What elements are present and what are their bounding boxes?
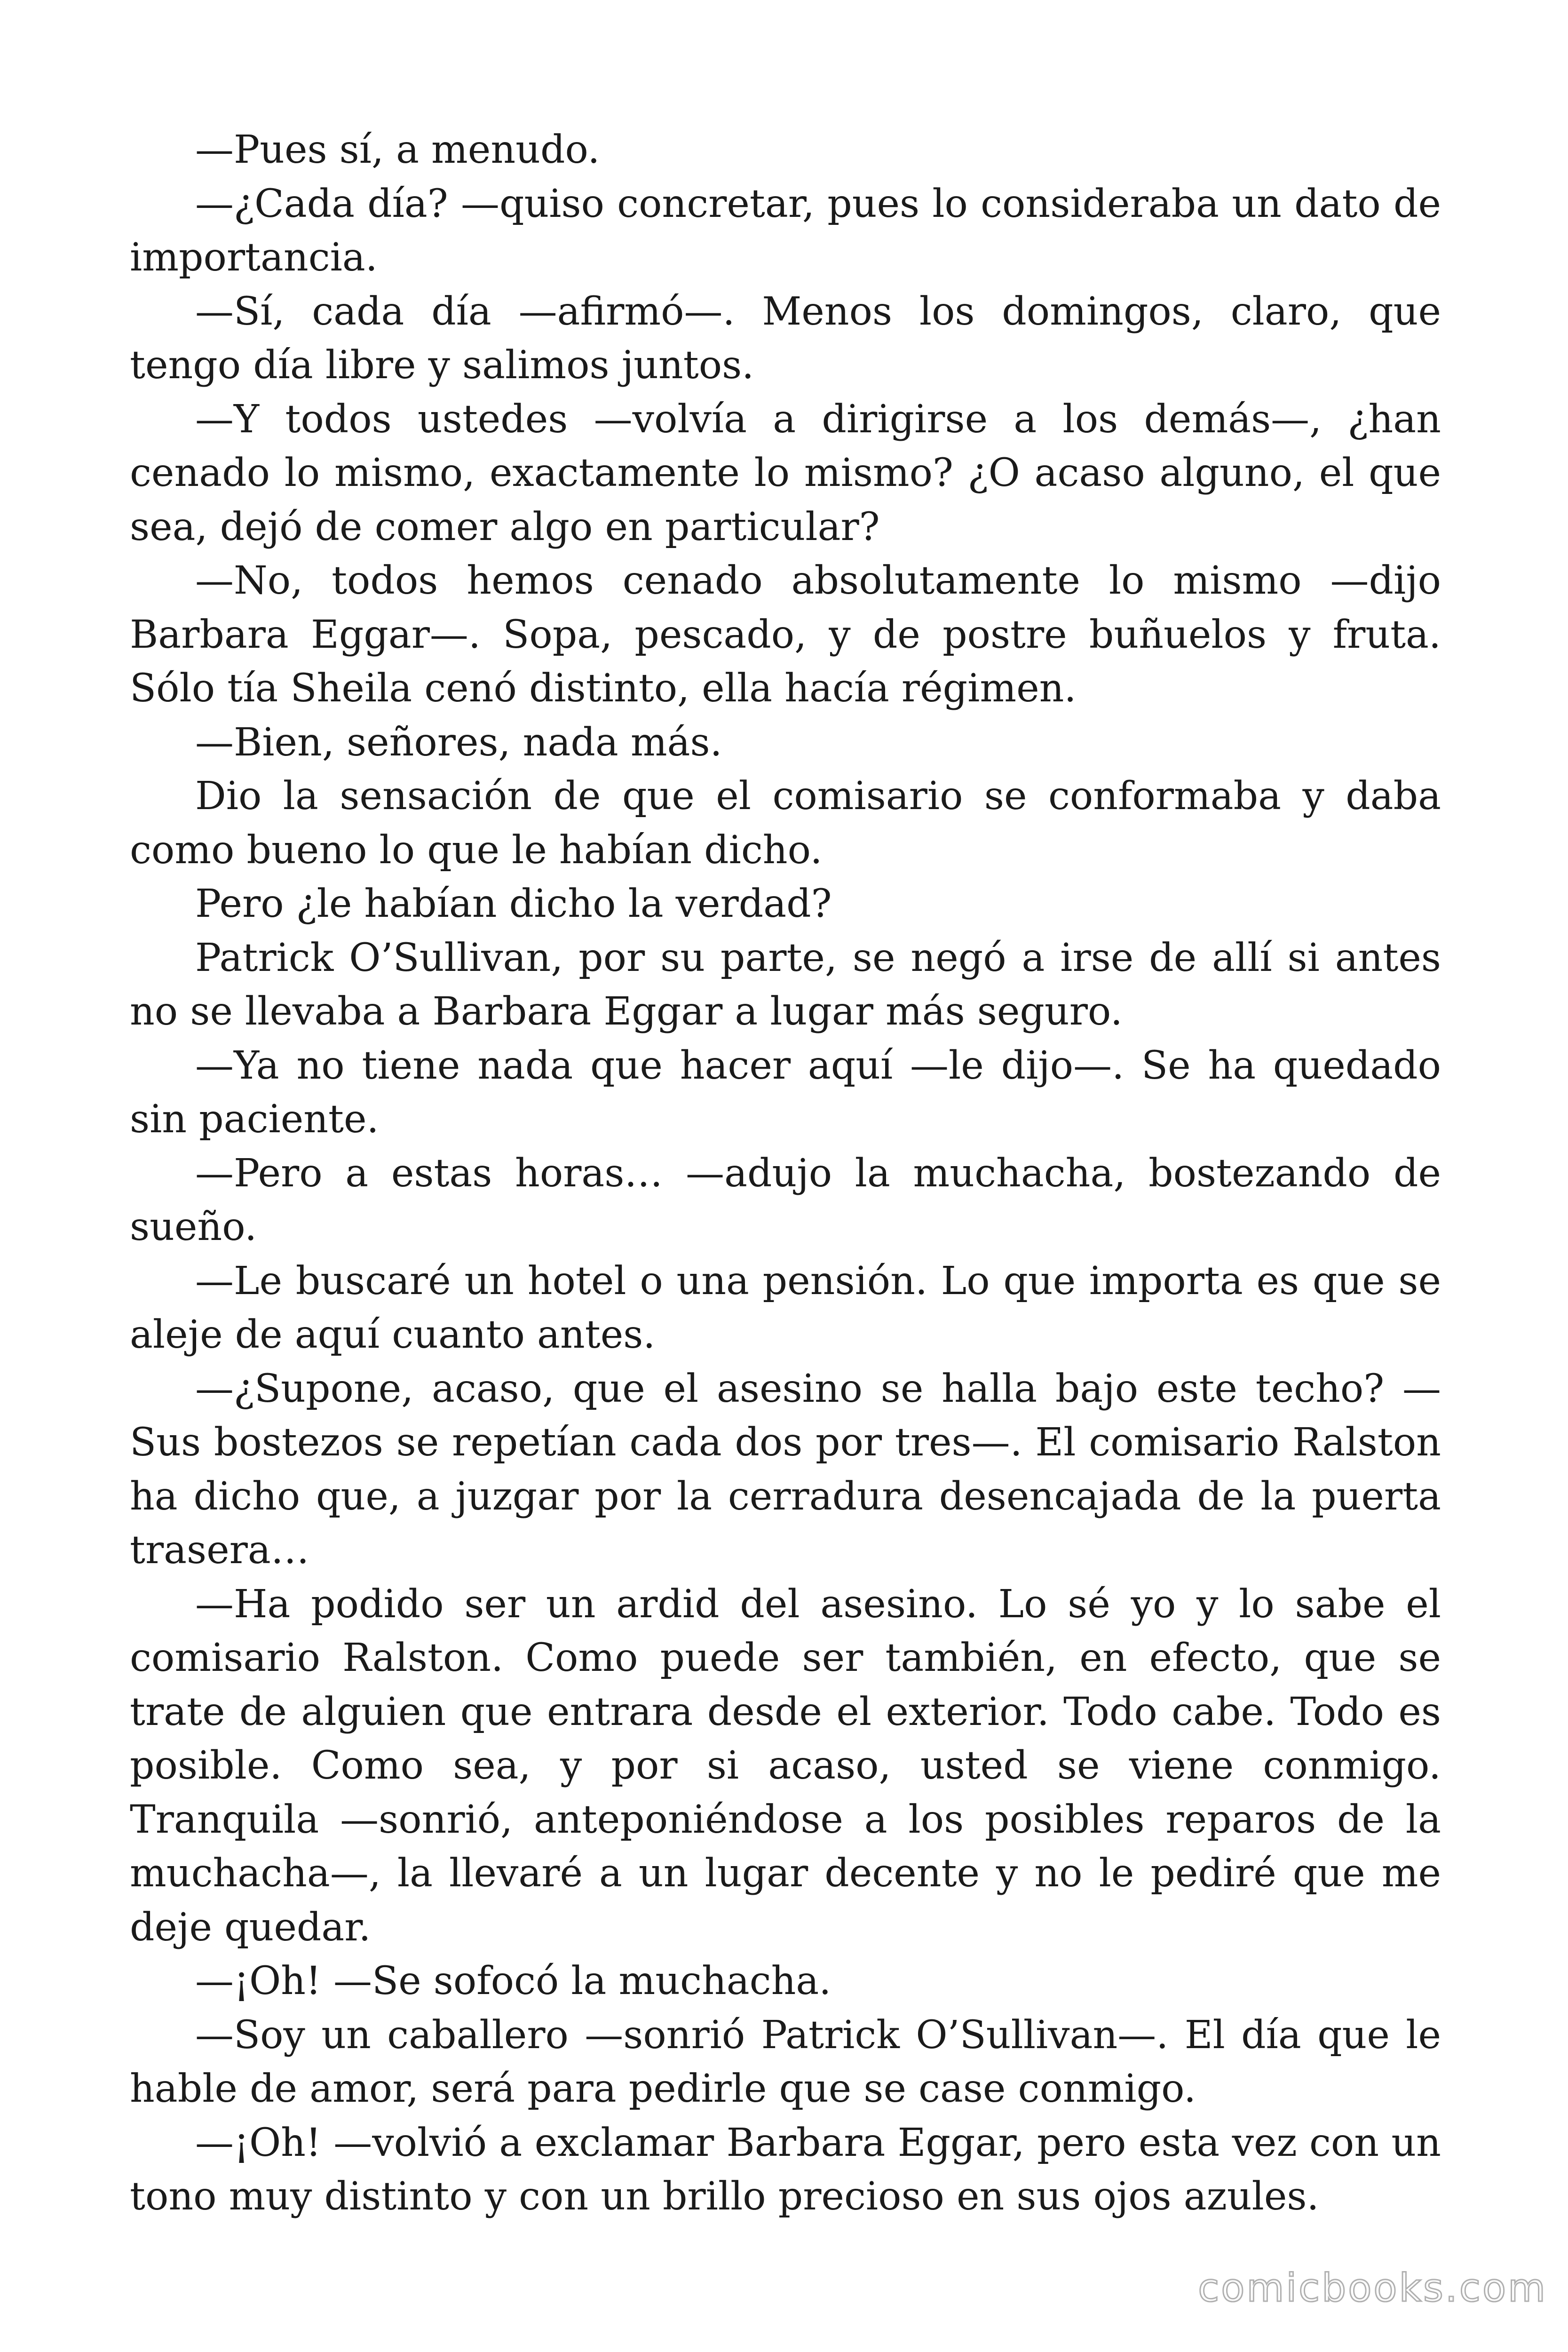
paragraph: —Sí, cada día —afirmó—. Menos los domingos, claro, que tengo día libre y salimos juntos. <box>130 289 1441 388</box>
paragraph: Dio la sensación de que el comisario se conformaba y daba como bueno lo que le habían dicho. <box>130 774 1441 873</box>
body-text <box>130 123 1441 2224</box>
paragraph: —Pero a estas horas… —adujo la muchacha, bostezando de sueño. <box>130 1151 1441 1249</box>
paragraph: —¡Oh! —Se sofocó la muchacha. <box>195 1959 832 2003</box>
paragraph: Patrick O’Sullivan, por su parte, se negó a irse de allí si antes no se llevaba a Barbara Eggar a lugar más seguro. <box>130 935 1441 1034</box>
paragraph: Pero ¿le habían dicho la verdad? <box>195 882 832 926</box>
paragraph: —¡Oh! —volvió a exclamar Barbara Eggar, pero esta vez con un tono muy distinto y con un brillo precioso en sus ojos azules. <box>130 2120 1441 2219</box>
paragraph: —¿Supone, acaso, que el asesino se halla bajo este techo? —Sus bostezos se repetían cada dos por tres—. El comisario Ralston ha dicho que, a juzgar por la cerradura desencajada de la puerta trasera… <box>130 1366 1441 1573</box>
paragraph: —Pues sí, a menudo. <box>195 127 600 172</box>
paragraph: —Y todos ustedes —volvía a dirigirse a los demás—, ¿han cenado lo mismo, exactamente lo mismo? ¿O acaso alguno, el que sea, dejó de comer algo en particular? <box>130 397 1441 549</box>
paragraph: —No, todos hemos cenado absolutamente lo mismo —dijo Barbara Eggar—. Sopa, pescado, y de postre buñuelos y fruta. Sólo tía Sheila cenó distinto, ella hacía régimen. <box>130 558 1441 711</box>
paragraph: —Ya no tiene nada que hacer aquí —le dijo—. Se ha quedado sin paciente. <box>130 1043 1441 1142</box>
paragraph: —Soy un caballero —sonrió Patrick O’Sullivan—. El día que le hable de amor, será para pedirle que se case conmigo. <box>130 2012 1441 2111</box>
paragraph: —¿Cada día? —quiso concretar, pues lo consideraba un dato de importancia. <box>130 181 1441 280</box>
paragraph: —Le buscaré un hotel o una pensión. Lo que importa es que se aleje de aquí cuanto antes. <box>130 1258 1441 1357</box>
paragraph: —Bien, señores, nada más. <box>195 720 722 765</box>
paragraph: —Ha podido ser un ardid del asesino. Lo sé yo y lo sabe el comisario Ralston. Como puede ser también, en efecto, que se trate de alguien que entrara desde el exterior. Todo cabe. Todo es posible. Como sea, y por si acaso, usted se viene conmigo. Tranquila —sonrió, anteponiéndose a los posibles reparos de la muchacha—, la llevaré a un lugar decente y no le pediré que me deje quedar. <box>130 1581 1441 1950</box>
watermark: comicbooks.com <box>1198 2266 1547 2311</box>
